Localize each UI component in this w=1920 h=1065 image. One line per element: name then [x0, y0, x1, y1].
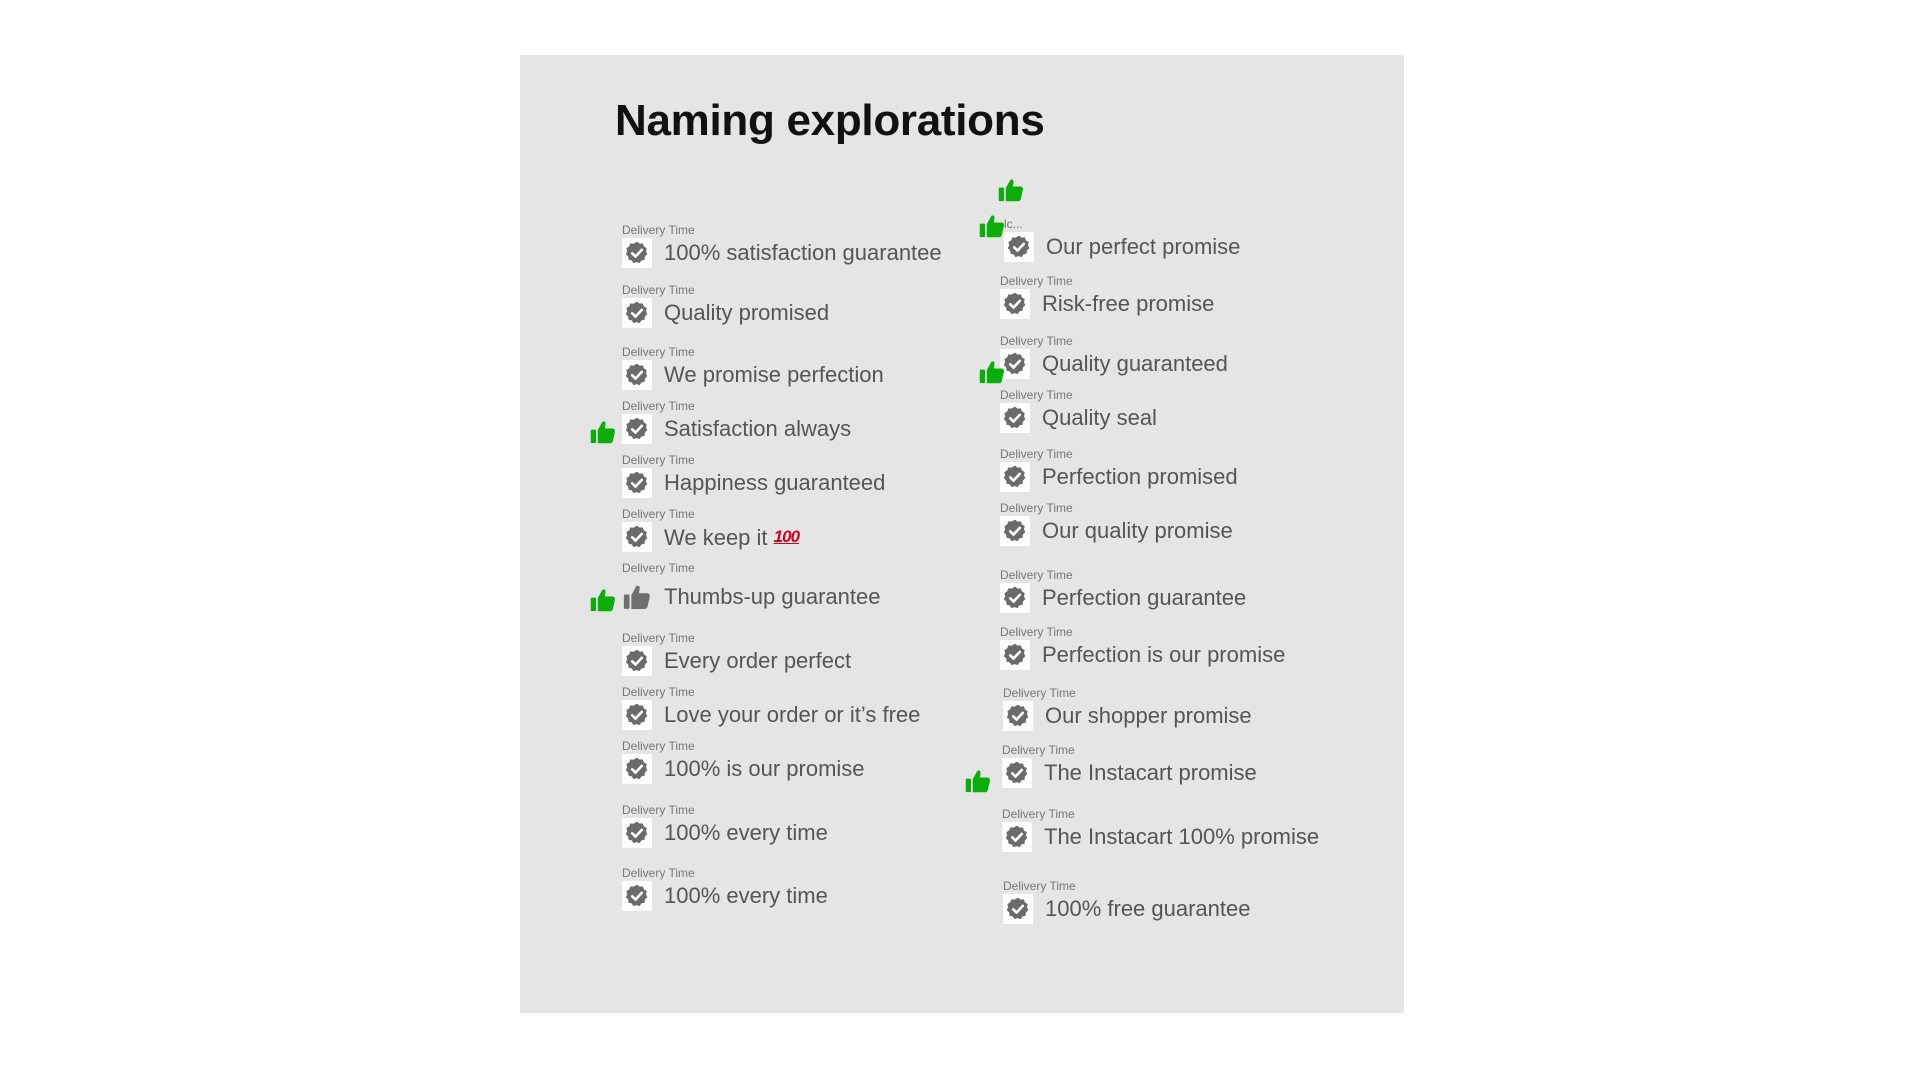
- verified-badge-icon: [1002, 758, 1032, 788]
- item-label: lc...: [1004, 217, 1023, 231]
- verified-badge-icon: [622, 700, 652, 730]
- item-name: Happiness guaranteed: [664, 470, 886, 495]
- item-label: Delivery Time: [622, 561, 695, 575]
- item-name: Quality seal: [1042, 405, 1157, 430]
- item-label: Delivery Time: [622, 283, 695, 297]
- verified-badge-icon: [1000, 462, 1030, 492]
- verified-badge-icon: [1000, 583, 1030, 613]
- item-name: Quality guaranteed: [1042, 351, 1228, 376]
- verified-badge-icon: [1000, 516, 1030, 546]
- item-name: Quality promised: [664, 300, 830, 325]
- page-title: Naming explorations: [615, 96, 1045, 145]
- item-name: Perfection guarantee: [1042, 585, 1247, 610]
- verified-badge-icon: [622, 414, 652, 444]
- item-name: Our perfect promise: [1046, 234, 1241, 259]
- verified-badge-icon: [1004, 232, 1034, 262]
- item-label: Delivery Time: [622, 223, 695, 237]
- item-label: Delivery Time: [1002, 807, 1075, 821]
- thumbs-up-icon: [589, 586, 617, 614]
- verified-badge-icon: [622, 754, 652, 784]
- item-label: Delivery Time: [622, 399, 695, 413]
- item-name: The Instacart 100% promise: [1044, 824, 1320, 849]
- verified-badge-icon: [622, 522, 652, 552]
- thumbs-up-icon: [964, 767, 992, 795]
- verified-badge-icon: [1000, 289, 1030, 319]
- item-name: Love your order or it’s free: [664, 702, 921, 727]
- item-name: Perfection is our promise: [1042, 642, 1286, 667]
- item-name: 100% satisfaction guarantee: [664, 240, 942, 265]
- thumbs-up-icon: [589, 418, 617, 446]
- item-label: Delivery Time: [1003, 686, 1076, 700]
- item-name: 100% is our promise: [664, 756, 865, 781]
- verified-badge-icon: [622, 468, 652, 498]
- item-label: Delivery Time: [622, 345, 695, 359]
- item-name: The Instacart promise: [1044, 760, 1257, 785]
- item-label: Delivery Time: [1000, 568, 1073, 582]
- thumbs-up-icon: [997, 176, 1025, 204]
- item-name: 100% free guarantee: [1045, 896, 1251, 921]
- item-label: Delivery Time: [622, 803, 695, 817]
- item-label: Delivery Time: [1000, 625, 1073, 639]
- item-label: Delivery Time: [1000, 501, 1073, 515]
- item-name: 100% every time: [664, 883, 828, 908]
- item-label: Delivery Time: [1000, 447, 1073, 461]
- item-name: We keep it 100: [664, 524, 800, 550]
- item-label: Delivery Time: [1000, 334, 1073, 348]
- item-label: Delivery Time: [1000, 274, 1073, 288]
- verified-badge-icon: [622, 818, 652, 848]
- item-name: Our quality promise: [1042, 518, 1233, 543]
- item-label: Delivery Time: [622, 453, 695, 467]
- item-label: Delivery Time: [1000, 388, 1073, 402]
- verified-badge-icon: [1000, 403, 1030, 433]
- verified-badge-icon: [622, 646, 652, 676]
- verified-badge-icon: [1000, 640, 1030, 670]
- verified-badge-icon: [622, 360, 652, 390]
- item-name: Thumbs-up guarantee: [664, 584, 881, 609]
- item-label: Delivery Time: [622, 631, 695, 645]
- item-name: 100% every time: [664, 820, 828, 845]
- item-name: Satisfaction always: [664, 416, 852, 441]
- item-label: Delivery Time: [622, 866, 695, 880]
- item-label: Delivery Time: [622, 739, 695, 753]
- hundred-points-emoji: 100: [773, 526, 800, 546]
- verified-badge-icon: [622, 298, 652, 328]
- item-name: Every order perfect: [664, 648, 852, 673]
- item-name: We promise perfection: [664, 362, 884, 387]
- item-name: Our shopper promise: [1045, 703, 1252, 728]
- thumbs-up-icon: [978, 212, 1006, 240]
- verified-badge-icon: [1002, 822, 1032, 852]
- verified-badge-icon: [622, 881, 652, 911]
- item-label: Delivery Time: [1002, 743, 1075, 757]
- item-name: Perfection promised: [1042, 464, 1238, 489]
- item-name: Risk-free promise: [1042, 291, 1215, 316]
- thumbs-up-icon: [978, 358, 1006, 386]
- thumbs-up-grey-icon: [622, 582, 652, 612]
- verified-badge-icon: [1003, 701, 1033, 731]
- verified-badge-icon: [622, 238, 652, 268]
- item-label: Delivery Time: [622, 507, 695, 521]
- item-label: Delivery Time: [622, 685, 695, 699]
- verified-badge-icon: [1003, 894, 1033, 924]
- item-label: Delivery Time: [1003, 879, 1076, 893]
